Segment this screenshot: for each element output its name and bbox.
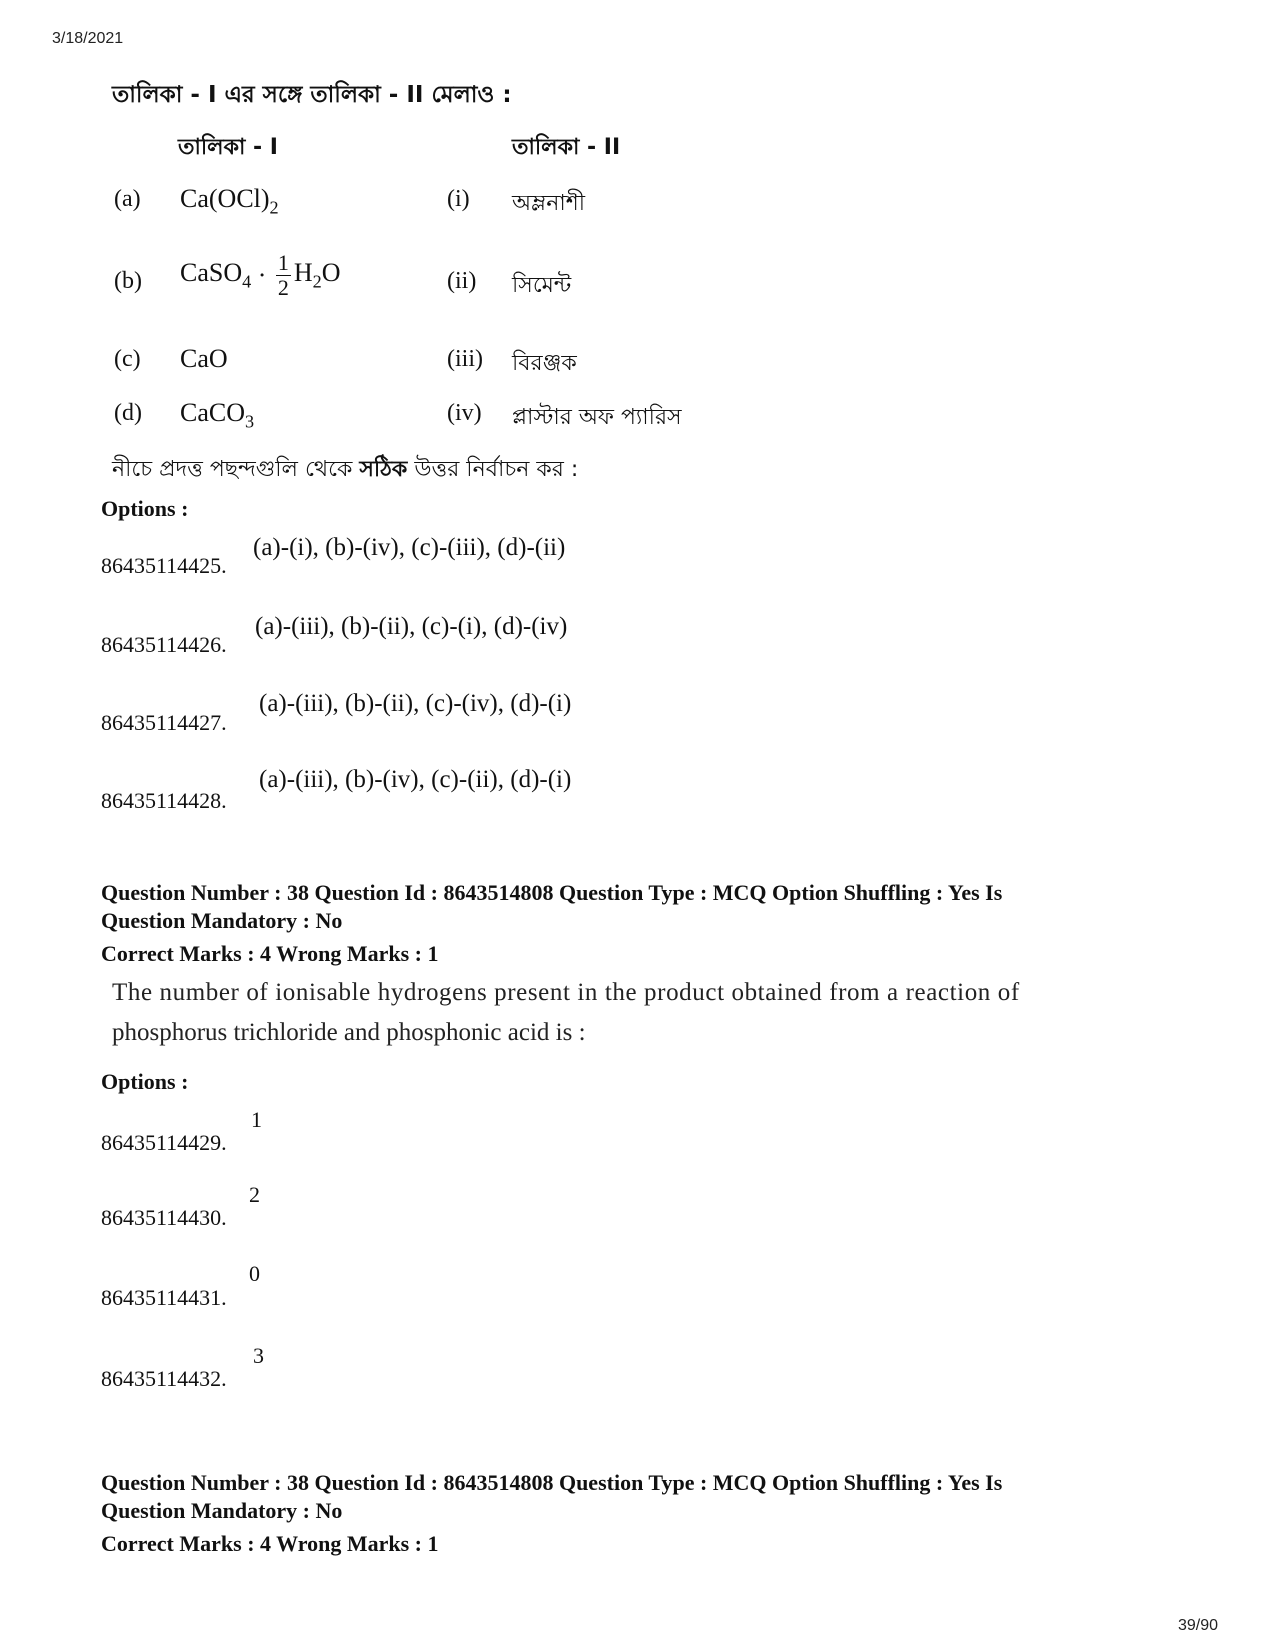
option-text[interactable]: 0 xyxy=(249,1261,260,1286)
option-id: 86435114427. xyxy=(101,710,227,735)
formula-d: CaCO$_3$ xyxy=(180,398,255,432)
options-label: Options : xyxy=(101,1069,189,1094)
row-roman-i: (i) xyxy=(447,186,470,212)
property-iii: বিরঞ্জক xyxy=(512,351,577,376)
list-2-heading: তালিকা - II xyxy=(512,135,621,160)
option-id: 86435114432. xyxy=(101,1366,227,1391)
row-label-b: (b) xyxy=(114,268,142,294)
option-id: 86435114426. xyxy=(101,632,227,657)
option-id: 86435114431. xyxy=(101,1285,227,1310)
row-label-c: (c) xyxy=(114,346,141,372)
option-id: 86435114430. xyxy=(101,1205,227,1230)
question-marks: Correct Marks : 4 Wrong Marks : 1 xyxy=(101,1531,439,1556)
row-roman-iv: (iv) xyxy=(447,400,482,426)
question-mandatory: Question Mandatory : No xyxy=(101,1498,343,1523)
row-roman-ii: (ii) xyxy=(447,268,477,294)
option-text[interactable]: 3 xyxy=(253,1343,264,1368)
option-text[interactable]: 1 xyxy=(251,1107,262,1132)
fraction-one-half: $\frac{1}{2}$ xyxy=(277,250,289,300)
question-marks: Correct Marks : 4 Wrong Marks : 1 xyxy=(101,941,439,966)
question-mandatory: Question Mandatory : No xyxy=(101,908,343,933)
question-meta: Question Number : 38 Question Id : 8643514808 Question Type : MCQ Option Shuffling : Yes Is xyxy=(101,880,1003,905)
formula-b: CaSO$_4$ · $\frac{1}{2}$ $H_2O$ xyxy=(180,250,341,300)
row-label-d: (d) xyxy=(114,400,142,426)
match-instruction: তালিকা - I এর সঙ্গে তালিকা - II মেলাও : xyxy=(112,82,512,108)
option-id: 86435114429. xyxy=(101,1130,227,1155)
option-text[interactable]: (a)-(iii), (b)-(ii), (c)-(iv), (d)-(i) xyxy=(259,690,572,717)
row-roman-iii: (iii) xyxy=(447,346,483,372)
row-label-a: (a) xyxy=(114,186,141,212)
property-ii: সিমেন্ট xyxy=(512,273,572,298)
formula-c: CaO xyxy=(180,344,228,373)
option-text[interactable]: (a)-(iii), (b)-(iv), (c)-(ii), (d)-(i) xyxy=(259,766,572,793)
option-text[interactable]: (a)-(iii), (b)-(ii), (c)-(i), (d)-(iv) xyxy=(255,613,568,640)
formula-a: $Ca(OCl)_2$ xyxy=(180,184,279,218)
page-number: 39/90 xyxy=(1178,1617,1219,1634)
option-id: 86435114428. xyxy=(101,788,227,813)
question-text-line-2: phosphorus trichloride and phosphonic acid is : xyxy=(112,1019,586,1046)
question-meta: Question Number : 38 Question Id : 8643514808 Question Type : MCQ Option Shuffling : Yes Is xyxy=(101,1470,1003,1495)
option-id: 86435114425. xyxy=(101,553,227,578)
list-1-heading: তালিকা - I xyxy=(178,135,278,160)
print-date: 3/18/2021 xyxy=(52,30,124,47)
option-text[interactable]: 2 xyxy=(249,1182,260,1207)
question-text-line-1: The number of ionisable hydrogens present in the product obtained from a reaction of xyxy=(112,979,1020,1006)
answer-instruction: নীচে প্রদত্ত পছন্দগুলি থেকে সঠিক উত্তর নির্বাচন কর : xyxy=(112,457,579,482)
property-iv: প্লাস্টার অফ প্যারিস xyxy=(512,405,682,430)
property-i: অম্লনাশী xyxy=(512,191,586,216)
option-text[interactable]: (a)-(i), (b)-(iv), (c)-(iii), (d)-(ii) xyxy=(253,534,566,561)
options-label: Options : xyxy=(101,496,189,521)
